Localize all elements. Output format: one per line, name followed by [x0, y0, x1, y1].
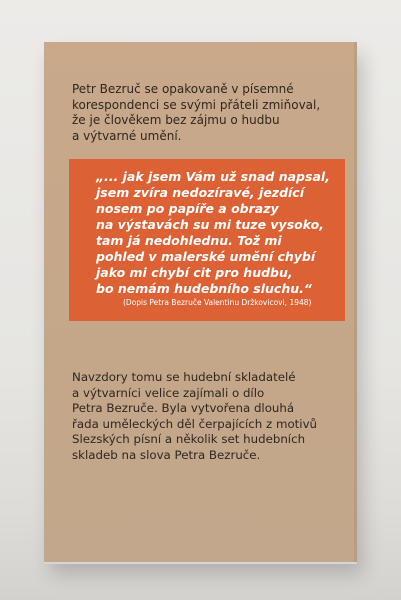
intro-line: a výtvarné umění.	[72, 128, 182, 143]
quote-line: pohled v malerské umění chybí	[96, 249, 316, 264]
intro-line: Petr Bezruč se opakovaně v písemné	[72, 82, 294, 96]
quote-box	[69, 159, 345, 321]
quote-line: jsem zvíra nedozíravé, jezdící	[96, 185, 305, 200]
body-paragraph	[72, 370, 347, 463]
exhibition-panel	[44, 42, 357, 562]
body-line: Slezských písní a několik set hudebních	[72, 432, 306, 446]
intro-line: že je člověkem bez zájmu o hudbu	[72, 113, 280, 127]
intro-paragraph	[72, 82, 342, 144]
intro-line: korespondenci se svými přáteli zmiňoval,	[72, 97, 321, 112]
quote-text	[96, 169, 340, 297]
quote-line: na výstavách su mi tuze vysoko,	[96, 217, 324, 232]
quote-line: bo nemám hudebního sluchu.“	[96, 281, 312, 296]
quote-line: tam já nedohlednu. Tož mi	[96, 233, 282, 248]
body-line: skladeb na slova Petra Bezruče.	[72, 447, 261, 462]
quote-source: (Dopis Petra Bezruče Valentinu Držkovicovi, 1948)	[123, 298, 312, 307]
body-line: Petra Bezruče. Byla vytvořena dlouhá	[72, 401, 295, 415]
quote-line: nosem po papíře a obrazy	[96, 201, 279, 216]
body-line: Navzdory tomu se hudební skladatelé	[72, 370, 296, 384]
quote-line: jako mi chybí cit pro hudbu,	[96, 265, 293, 280]
quote-line: „... jak jsem Vám už snad napsal,	[96, 169, 330, 184]
body-line: řada uměleckých děl čerpajících z motivů	[72, 416, 318, 431]
body-line: a výtvarníci velice zajímali o dílo	[72, 385, 265, 400]
